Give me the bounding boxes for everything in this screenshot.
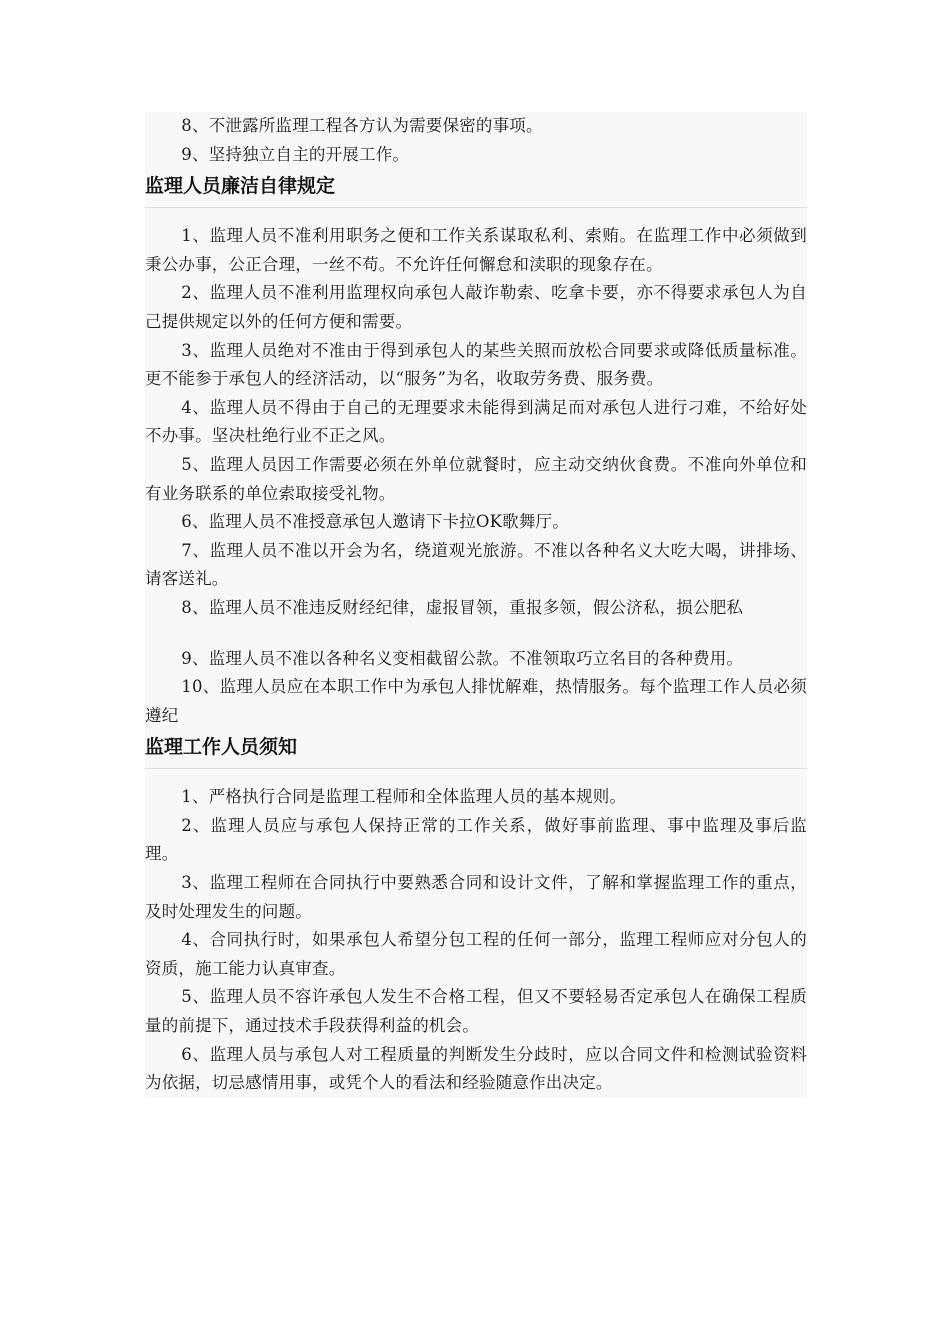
notice-item-5: 5、监理人员不容许承包人发生不合格工程，但又不要轻易否定承包人在确保工程质量的前提下，通过技术手段获得利益的机会。	[145, 987, 807, 1036]
intro-item-9: 9、坚持独立自主的开展工作。	[181, 144, 410, 164]
integrity-item-4: 4、监理人员不得由于自己的无理要求未能得到满足而对承包人进行刁难，不给好处不办事。坚决杜绝行业不正之风。	[145, 397, 807, 446]
notice-item-2: 2、监理人员应与承包人保持正常的工作关系，做好事前监理、事中监理及事后监理。	[145, 815, 807, 864]
integrity-item-10: 10、监理人员应在本职工作中为承包人排忧解难，热情服务。每个监理工作人员必须遵纪	[145, 677, 807, 725]
section-divider	[145, 207, 807, 208]
section-title-integrity-rules: 监理人员廉洁自律规定	[145, 175, 336, 198]
notice-item-3: 3、监理工程师在合同执行中要熟悉合同和设计文件，了解和掌握监理工作的重点，及时处理发生的问题。	[145, 873, 807, 921]
notice-item-4: 4、合同执行时，如果承包人希望分包工程的任何一部分，监理工程师应对分包人的资质，施工能力认真审查。	[145, 930, 807, 978]
section-divider	[145, 768, 807, 769]
integrity-item-6: 6、监理人员不准授意承包人邀请下卡拉OK歌舞厅。	[181, 512, 569, 532]
integrity-item-8: 8、监理人员不准违反财经纪律，虚报冒领，重报多领，假公济私，损公肥私	[181, 597, 744, 617]
document-content	[145, 112, 807, 1098]
notice-item-1: 1、严格执行合同是监理工程师和全体监理人员的基本规则。	[181, 787, 627, 807]
intro-item-8: 8、不泄露所监理工程各方认为需要保密的事项。	[181, 116, 543, 135]
integrity-item-5: 5、监理人员因工作需要必须在外单位就餐时，应主动交纳伙食费。不准向外单位和有业务联系的单位索取接受礼物。	[145, 454, 807, 503]
paragraph-gap	[145, 623, 807, 645]
notice-item-6: 6、监理人员与承包人对工程质量的判断发生分歧时，应以合同文件和检测试验资料为依据，切忌感情用事，或凭个人的看法和经验随意作出决定。	[145, 1044, 807, 1093]
integrity-item-9: 9、监理人员不准以各种名义变相截留公款。不准领取巧立名目的各种费用。	[181, 648, 744, 668]
integrity-item-3: 3、监理人员绝对不准由于得到承包人的某些关照而放松合同要求或降低质量标准。更不能参于承包人的经济活动，以“服务”为名，收取劳务费、服务费。	[145, 340, 807, 389]
section-title-staff-notice: 监理工作人员须知	[145, 736, 298, 759]
integrity-item-7: 7、监理人员不准以开会为名，绕道观光旅游。不准以各种名义大吃大喝，讲排场、请客送礼。	[145, 540, 807, 589]
integrity-item-1: 1、监理人员不准利用职务之便和工作关系谋取私利、索贿。在监理工作中必须做到秉公办事，公正合理，一丝不苟。不允许任何懈怠和渎职的现象存在。	[145, 226, 807, 274]
integrity-item-2: 2、监理人员不准利用监理权向承包人敲诈勒索、吃拿卡要，亦不得要求承包人为自己提供规定以外的任何方便和需要。	[145, 283, 807, 331]
